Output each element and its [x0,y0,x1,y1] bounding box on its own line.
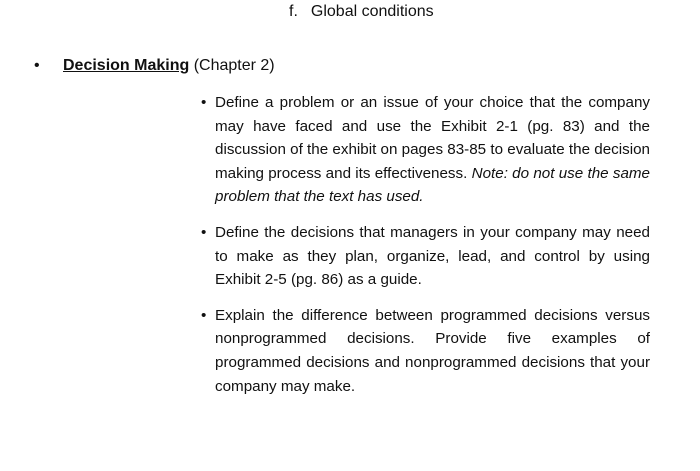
bullet-icon: • [201,223,207,241]
list-item-text: Define the decisions that managers in your company may need to make as they plan, organize, lead, and control by using Exhibit 2-5 (pg. 86) as a guide. [215,223,650,289]
section-decision-making [34,57,275,75]
bullet-icon: • [34,57,40,74]
sub-bullet-list [198,91,650,398]
list-marker: f. [289,3,298,20]
list-item [198,304,650,398]
list-item-text: Explain the difference between programmed decisions versus nonprogrammed decisions. Provide five examples of programmed decisions and nonprogrammed decisions that your company may make. [215,306,650,395]
list-item [198,91,650,209]
list-item [198,221,650,292]
list-item-global-conditions [289,3,434,21]
note-text: Note: do not use the same problem that the text has used. [215,164,650,206]
bullet-icon: • [201,94,207,111]
list-item-text: Define a problem or an issue of your choice that the company may have faced and use the Exhibit 2-1 (pg. 83) and the discussion of the exhibit on pages 83-85 to evaluate the decision making process and its effectiveness. [215,94,650,182]
bullet-icon: • [201,306,207,324]
list-item-text: Global conditions [310,3,434,20]
chapter-reference: (Chapter 2) [193,57,275,74]
section-heading: Decision Making [63,57,190,74]
